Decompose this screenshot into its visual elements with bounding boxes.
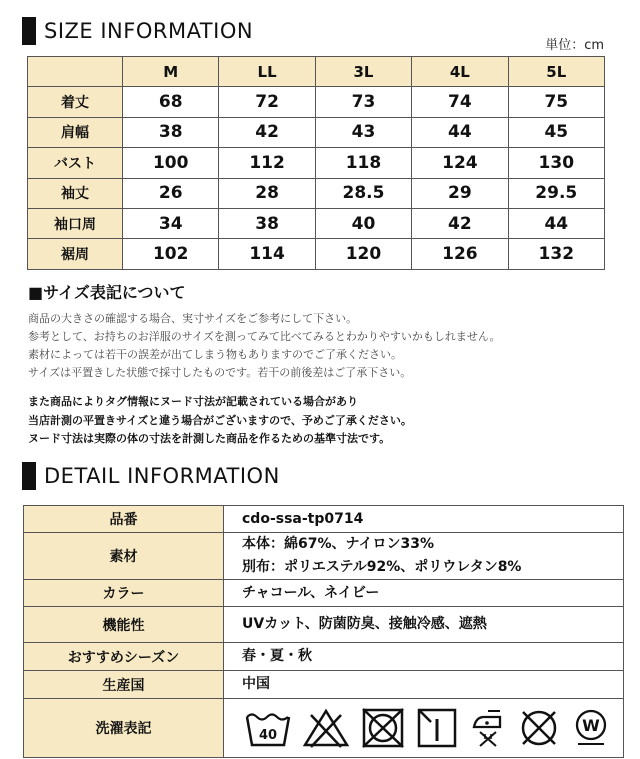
table-cell: 40 (315, 208, 411, 238)
detail-row-function (24, 607, 624, 643)
table-row (28, 178, 605, 208)
detail-label: 洗濯表記 (24, 699, 224, 758)
detail-label: 素材 (24, 533, 224, 580)
table-row (28, 87, 605, 117)
detail-label: 機能性 (24, 607, 224, 643)
table-cell: 45 (508, 117, 604, 147)
size-col-header: 4L (412, 57, 508, 87)
size-header-corner (28, 57, 123, 87)
care-icons (242, 707, 623, 749)
detail-row-color (24, 580, 624, 607)
table-cell: 100 (123, 148, 219, 178)
row-label: 袖口周 (28, 208, 123, 238)
note-line: サイズは平置きした状態で採寸したものです。若干の前後差はご了承下さい。 (28, 366, 412, 379)
note-bold-line: 当店計測の平置きサイズと違う場合がございますので、予めご了承ください。 (28, 413, 412, 427)
table-cell: 29.5 (508, 178, 604, 208)
table-cell: 42 (219, 117, 315, 147)
no-tumble-dry-icon (360, 707, 406, 749)
table-cell: 44 (508, 208, 604, 238)
size-notes (28, 310, 501, 382)
table-cell: 43 (315, 117, 411, 147)
table-row (28, 117, 605, 147)
product-code: cdo-ssa-tp0714 (242, 510, 364, 527)
size-table (27, 56, 605, 270)
detail-value (224, 533, 624, 580)
table-cell: 38 (123, 117, 219, 147)
detail-row-care (24, 699, 624, 758)
size-col-header: M (123, 57, 219, 87)
wash-temp-text: 40 (258, 728, 278, 743)
size-header-row (28, 57, 605, 87)
line-dry-shade-icon (415, 707, 459, 749)
table-cell: 114 (219, 239, 315, 269)
detail-value (224, 671, 624, 699)
table-cell: 126 (412, 239, 508, 269)
table-cell: 73 (315, 87, 411, 117)
table-cell: 102 (123, 239, 219, 269)
nude-size-notes (28, 393, 412, 449)
wet-clean-text: W (582, 716, 600, 735)
detail-label: おすすめシーズン (24, 643, 224, 671)
table-cell: 34 (123, 208, 219, 238)
table-cell: 28.5 (315, 178, 411, 208)
function-value: UVカット、防菌防臭、接触冷感、遮熱 (242, 616, 487, 632)
table-row (28, 239, 605, 269)
detail-section-header (22, 462, 280, 490)
table-cell: 118 (315, 148, 411, 178)
detail-label: 生産国 (24, 671, 224, 699)
section-marker (22, 17, 36, 45)
detail-row-material (24, 533, 624, 580)
no-dry-clean-icon (517, 707, 561, 749)
size-col-header: 3L (315, 57, 411, 87)
row-label: 袖丈 (28, 178, 123, 208)
material-main: 本体：綿67%、ナイロン33% (242, 536, 435, 552)
detail-label: 品番 (24, 506, 224, 533)
size-notes-title: ■サイズ表記について (28, 283, 186, 302)
table-cell: 29 (412, 178, 508, 208)
note-line: 商品の大きさの確認する場合、実寸サイズをご参考にして下さい。 (28, 312, 358, 325)
detail-label: カラー (24, 580, 224, 607)
material-sub: 別布：ポリエステル92%、ポリウレタン8% (242, 559, 522, 575)
note-line: 参考として、お持ちのお洋服のサイズを測ってみて比べてみるとわかりやすいかもしれません。 (28, 330, 501, 343)
detail-value (224, 506, 624, 533)
size-section-title: SIZE INFORMATION (44, 19, 254, 43)
table-cell: 38 (219, 208, 315, 238)
table-cell: 68 (123, 87, 219, 117)
row-label: 着丈 (28, 87, 123, 117)
table-cell: 130 (508, 148, 604, 178)
table-cell: 112 (219, 148, 315, 178)
section-marker (22, 462, 36, 490)
size-section-header (22, 17, 253, 45)
table-row (28, 208, 605, 238)
table-cell: 42 (412, 208, 508, 238)
origin-value: 中国 (242, 676, 270, 692)
wet-clean-icon (570, 707, 612, 749)
table-cell: 72 (219, 87, 315, 117)
detail-value (224, 607, 624, 643)
table-cell: 26 (123, 178, 219, 208)
unit-label: 単位：cm (545, 38, 604, 53)
table-cell: 28 (219, 178, 315, 208)
note-line: 素材によっては若干の誤差が出てしまう物もありますのでご了承ください。 (28, 348, 402, 361)
table-cell: 120 (315, 239, 411, 269)
size-col-header: 5L (508, 57, 604, 87)
detail-table (23, 505, 624, 758)
table-cell: 132 (508, 239, 604, 269)
detail-row-season (24, 643, 624, 671)
iron-low-icon (468, 707, 508, 749)
size-col-header: LL (219, 57, 315, 87)
table-cell: 74 (412, 87, 508, 117)
color-value: チャコール、ネイビー (242, 584, 380, 601)
row-label: バスト (28, 148, 123, 178)
wash-40-icon (244, 707, 292, 749)
detail-value (224, 643, 624, 671)
note-bold-line: また商品によりタグ情報にヌード寸法が記載されている場合があり (28, 395, 358, 408)
row-label: 肩幅 (28, 117, 123, 147)
no-bleach-icon (301, 707, 351, 749)
detail-row-product-code (24, 506, 624, 533)
table-row (28, 148, 605, 178)
detail-section-title: DETAIL INFORMATION (44, 464, 280, 488)
detail-row-origin (24, 671, 624, 699)
care-icons-cell (224, 699, 624, 758)
note-bold-line: ヌード寸法は実際の体の寸法を計測した商品を作るための基準寸法です。 (28, 432, 391, 445)
row-label: 裾周 (28, 239, 123, 269)
season-value: 春・夏・秋 (242, 648, 312, 664)
table-cell: 124 (412, 148, 508, 178)
table-cell: 75 (508, 87, 604, 117)
detail-value (224, 580, 624, 607)
table-cell: 44 (412, 117, 508, 147)
